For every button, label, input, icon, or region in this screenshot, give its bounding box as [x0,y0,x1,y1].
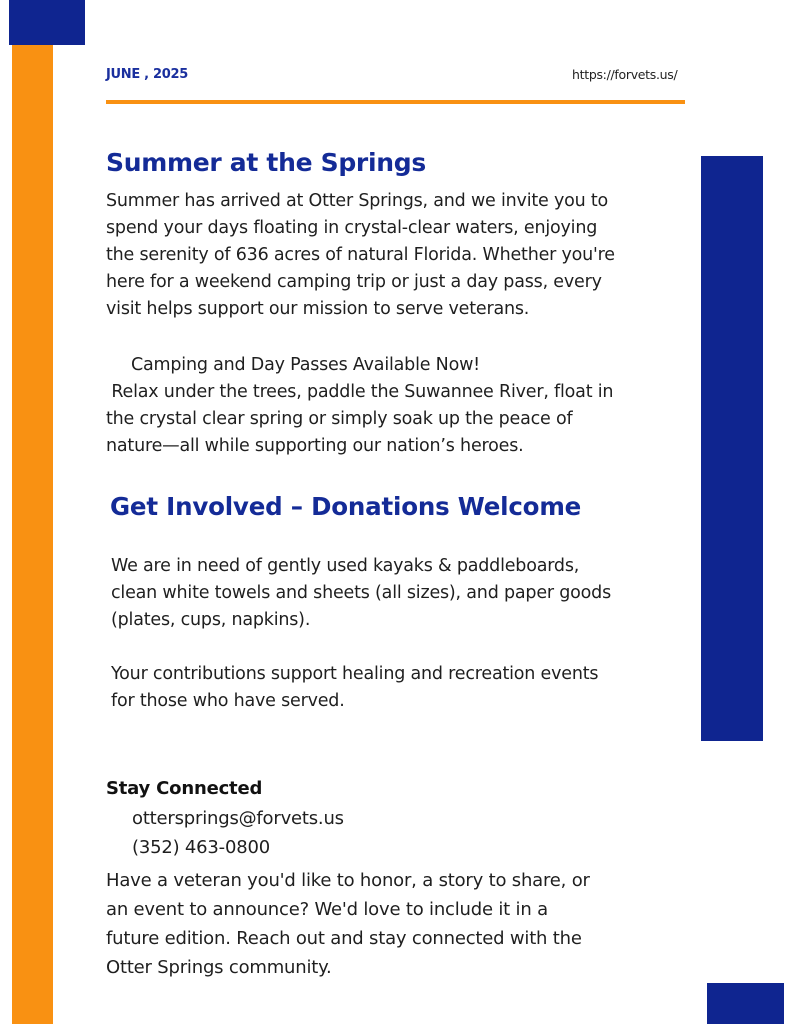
text-line: for those who have served. [111,691,345,711]
text-line: spend your days floating in crystal-clear waters, enjoying [106,218,598,238]
text-line: We are in need of gently used kayaks & paddleboards, [111,556,580,576]
text-line: future edition. Reach out and stay connected with the [106,928,582,949]
donation-support-paragraph [111,661,598,715]
donations-heading: Get Involved – Donations Welcome [110,492,582,521]
text-line: Have a veteran you'd like to honor, a story to share, or [106,870,590,891]
text-line: Camping and Day Passes Available Now! [131,355,481,375]
text-line: the serenity of 636 acres of natural Florida. Whether you're [106,245,615,265]
donation-needs-paragraph [111,553,611,634]
text-line: clean white towels and sheets (all sizes), and paper goods [111,583,611,603]
text-line: visit helps support our mission to serve veterans. [106,299,530,319]
text-line: nature—all while supporting our nation’s heroes. [106,436,524,456]
text-line: Otter Springs community. [106,957,332,978]
text-line: Relax under the trees, paddle the Suwannee River, float in [106,382,614,402]
text-line: (plates, cups, napkins). [111,610,311,630]
text-line: the crystal clear spring or simply soak up the peace of [106,409,573,429]
camping-paragraph [106,379,613,460]
summer-heading: Summer at the Springs [106,148,426,177]
website-link[interactable]: https://forvets.us/ [572,67,678,82]
stay-connected-heading: Stay Connected [106,778,263,799]
orange-side-bar [12,45,53,1024]
blue-corner-block-bottom [707,983,784,1024]
text-line: here for a weekend camping trip or just a day pass, every [106,272,602,292]
issue-date: JUNE , 2025 [106,67,189,82]
closing-paragraph [106,866,590,982]
text-line: Summer has arrived at Otter Springs, and we invite you to [106,191,609,211]
text-line: Your contributions support healing and recreation events [111,664,599,684]
blue-side-block-right [701,156,763,741]
blue-corner-block-top [9,0,85,45]
summer-paragraph [106,188,615,323]
text-line: an event to announce? We'd love to include it in a [106,899,548,920]
camping-heading [131,352,480,379]
header-divider [106,100,685,104]
contact-phone[interactable]: (352) 463-0800 [132,837,270,858]
contact-email[interactable]: ottersprings@forvets.us [132,808,344,829]
